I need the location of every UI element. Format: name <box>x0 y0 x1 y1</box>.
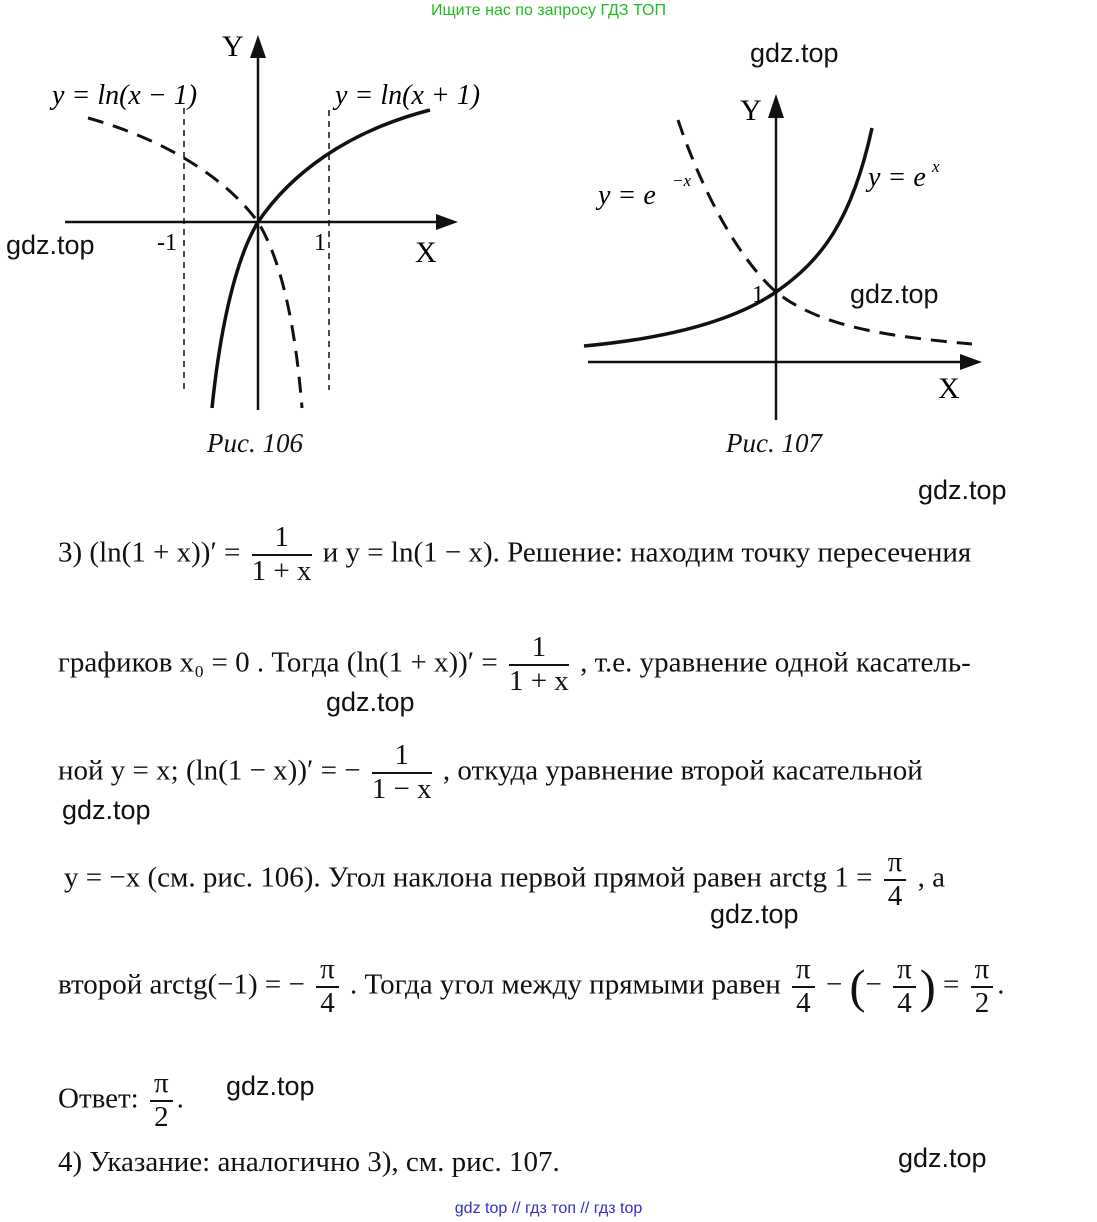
fig106-curve-ln-x-plus-1 <box>212 110 430 408</box>
footer-links[interactable]: gdz top // гдз топ // гдз top <box>454 1200 643 1217</box>
answer-line: Ответ: $\frac{\pi}{2}$ . <box>58 1067 184 1133</box>
watermark: gdz.top <box>918 475 1007 505</box>
watermark: gdz.top <box>326 687 415 717</box>
fig107-caption: Рис. 107 <box>726 428 822 458</box>
fig107-curve-exp-neg-x <box>678 120 972 344</box>
fig107-label-left: y = e <box>598 180 656 211</box>
fraction: $\frac{\pi}{2}$ <box>150 1068 173 1134</box>
fig107-label-right-exp: x <box>932 157 940 176</box>
watermark: gdz.top <box>6 230 95 260</box>
solution-line-2: графиков x₀ = 0 . Тогда (ln(1 + x))′ = $\frac{1}{1 + x}$ , т.е. уравнение одной касатель- <box>58 631 971 697</box>
fig106-y-label: Y <box>222 30 244 63</box>
watermark: gdz.top <box>226 1071 315 1101</box>
fig107-x-arrow <box>960 354 982 370</box>
top-banner: Ищите нас по запросу ГДЗ ТОП <box>431 2 666 19</box>
fig107-x-label: X <box>938 372 960 405</box>
solution-line-4: y = −x (см. рис. 106). Угол наклона первой прямой равен arctg 1 = $\frac{\pi}{4}$ , а <box>64 846 945 912</box>
fig107-label-right: y = e <box>868 162 926 193</box>
fig106-x-arrow <box>436 214 458 230</box>
fraction: $\frac{\pi}{4}$ <box>316 954 339 1020</box>
fraction: $\frac{1}{1 - x}$ <box>371 739 432 805</box>
fig107-label-left-exp: −x <box>672 171 692 190</box>
fig107-tick-one: 1 <box>752 282 764 308</box>
watermark: gdz.top <box>710 899 799 929</box>
fraction: $\frac{1}{1 + x}$ <box>251 521 312 587</box>
watermark: gdz.top <box>750 38 839 68</box>
fig106-tick-pos: 1 <box>314 230 326 256</box>
fraction: $\frac{1}{1 + x}$ <box>508 631 569 697</box>
fraction: $\frac{\pi}{4}$ <box>893 954 916 1020</box>
watermark: gdz.top <box>850 279 939 309</box>
fig106-y-arrow <box>250 35 266 58</box>
fig106-caption: Рис. 106 <box>207 428 303 458</box>
fig106-tick-neg: -1 <box>157 230 177 256</box>
fig107-curve-exp-x <box>584 128 872 346</box>
solution-line-1: 3) (ln(1 + x))′ = $\frac{1}{1 + x}$ и y = ln(1 − x). Решение: находим точку пересечения <box>58 521 972 587</box>
fig106-label-right: y = ln(x + 1) <box>335 80 480 111</box>
hint-line: 4) Указание: аналогично 3), см. рис. 107. <box>58 1146 560 1178</box>
fig106-label-left: y = ln(x − 1) <box>52 80 198 111</box>
fraction: $\frac{\pi}{4}$ <box>884 847 907 913</box>
fig106-x-label: X <box>415 236 437 269</box>
solution-line-5: второй arctg(−1) = − $\frac{\pi}{4}$ . Тогда угол между прямыми равен $\frac{\pi}{4}$ − (− $\frac{\pi}{4}$ ) = $\frac{\pi}{2}$ . <box>58 953 1005 1019</box>
fig107-y-label: Y <box>740 94 762 127</box>
solution-line-3: ной y = x; (ln(1 − x))′ = − $\frac{1}{1 - x}$ , откуда уравнение второй касательной <box>58 739 923 805</box>
fraction: $\frac{\pi}{2}$ <box>971 954 994 1020</box>
watermark: gdz.top <box>62 795 151 825</box>
fig107-y-arrow <box>768 94 784 118</box>
fig106-curve-ln-x-minus-1 <box>88 118 302 408</box>
fraction: $\frac{\pi}{4}$ <box>792 954 815 1020</box>
figure-107 <box>560 80 1020 470</box>
watermark: gdz.top <box>898 1143 987 1173</box>
